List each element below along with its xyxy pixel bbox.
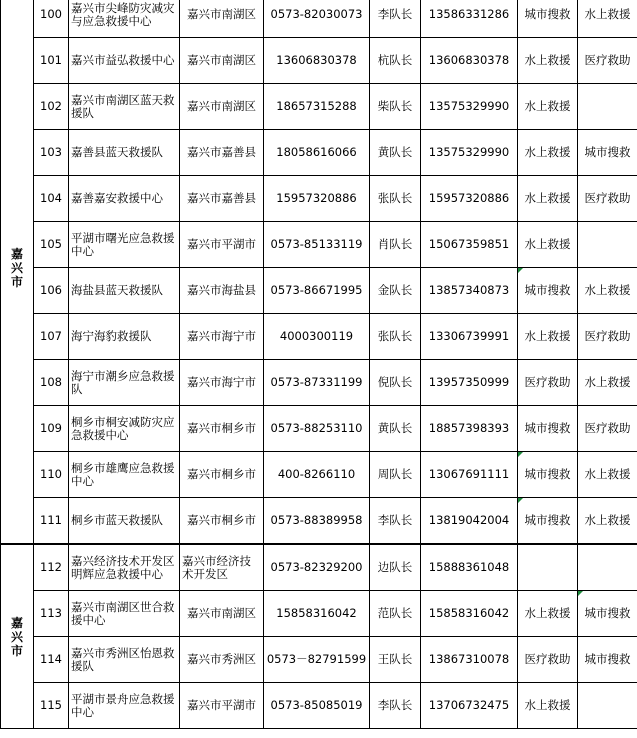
team-phone: 4000300119 [264,314,370,360]
city-group-cell: 嘉兴市 [1,0,34,544]
specialty-1: 城市搜救 [518,406,578,452]
specialty-2 [578,222,637,268]
team-district: 嘉兴市经济技术开发区 [180,544,264,591]
team-leader: 李队长 [370,0,421,38]
table-row [1,38,637,84]
team-district: 嘉兴市南湖区 [180,0,264,38]
specialty-2: 医疗救助 [578,176,637,222]
row-number: 102 [34,84,69,130]
specialty-2: 城市搜救 [578,130,637,176]
specialty-1: 城市搜救 [518,268,578,314]
row-number: 101 [34,38,69,84]
team-name: 嘉兴市南湖区蓝天救援队 [69,84,180,130]
specialty-2: 水上救援 [578,498,637,545]
specialty-2: 水上救援 [578,268,637,314]
table-row [1,637,637,683]
leader-mobile: 13857340873 [421,268,518,314]
team-district: 嘉兴市嘉善县 [180,130,264,176]
leader-mobile: 13067691111 [421,452,518,498]
table-row [1,176,637,222]
specialty-1: 城市搜救 [518,0,578,38]
team-phone: 0573-82329200 [264,544,370,591]
team-district: 嘉兴市桐乡市 [180,406,264,452]
row-number: 100 [34,0,69,38]
team-leader: 范队长 [370,591,421,637]
specialty-1: 水上救援 [518,314,578,360]
team-leader: 王队长 [370,637,421,683]
team-district: 嘉兴市平湖市 [180,222,264,268]
team-phone: 0573-85085019 [264,683,370,729]
team-phone: 18657315288 [264,84,370,130]
specialty-2: 医疗救助 [578,314,637,360]
table-row [1,222,637,268]
specialty-2: 水上救援 [578,360,637,406]
row-number: 115 [34,683,69,729]
specialty-1: 水上救援 [518,84,578,130]
team-leader: 倪队长 [370,360,421,406]
team-district: 嘉兴市海盐县 [180,268,264,314]
specialty-2: 医疗救助 [578,406,637,452]
specialty-1: 医疗救助 [518,360,578,406]
specialty-1: 水上救援 [518,130,578,176]
table-row [1,544,637,591]
specialty-1: 水上救援 [518,591,578,637]
team-district: 嘉兴市南湖区 [180,591,264,637]
team-leader: 李队长 [370,498,421,545]
table-row [1,360,637,406]
team-phone: 13606830378 [264,38,370,84]
leader-mobile: 13957350999 [421,360,518,406]
row-number: 105 [34,222,69,268]
specialty-1: 医疗救助 [518,637,578,683]
table-row [1,314,637,360]
team-name: 嘉兴经济技术开发区明辉应急救援中心 [69,544,180,591]
team-name: 海盐县蓝天救援队 [69,268,180,314]
team-leader: 张队长 [370,314,421,360]
table-row [1,84,637,130]
team-name: 嘉兴市秀洲区怡恩救援队 [69,637,180,683]
row-number: 108 [34,360,69,406]
specialty-1: 城市搜救 [518,498,578,545]
team-name: 桐乡市蓝天救援队 [69,498,180,545]
specialty-2: 城市搜救 [578,591,637,637]
team-name: 平湖市曙光应急救援中心 [69,222,180,268]
leader-mobile: 15858316042 [421,591,518,637]
team-district: 嘉兴市南湖区 [180,38,264,84]
team-phone: 0573-87331199 [264,360,370,406]
team-name: 桐乡市雄鹰应急救援中心 [69,452,180,498]
team-leader: 金队长 [370,268,421,314]
leader-mobile: 15067359851 [421,222,518,268]
team-name: 嘉兴市益弘救援中心 [69,38,180,84]
team-phone: 18058616066 [264,130,370,176]
team-phone: 0573-85133119 [264,222,370,268]
row-number: 110 [34,452,69,498]
team-phone: 0573-88389958 [264,498,370,545]
team-district: 嘉兴市秀洲区 [180,637,264,683]
city-group-cell: 嘉兴市 [1,544,34,729]
team-district: 嘉兴市平湖市 [180,683,264,729]
leader-mobile: 13575329990 [421,84,518,130]
team-phone: 0573-88253110 [264,406,370,452]
row-number: 107 [34,314,69,360]
team-name: 海宁海豹救援队 [69,314,180,360]
table-row [1,683,637,729]
team-district: 嘉兴市海宁市 [180,314,264,360]
team-name: 嘉善嘉安救援中心 [69,176,180,222]
team-leader: 黄队长 [370,406,421,452]
team-name: 嘉兴市尖峰防灾减灾与应急救援中心 [69,0,180,38]
row-number: 111 [34,498,69,545]
leader-mobile: 13819042004 [421,498,518,545]
table-row [1,591,637,637]
team-phone: 0573-82030073 [264,0,370,38]
table-row [1,268,637,314]
row-number: 112 [34,544,69,591]
row-number: 104 [34,176,69,222]
team-phone: 0573-86671995 [264,268,370,314]
leader-mobile: 13586331286 [421,0,518,38]
table-row [1,498,637,545]
leader-mobile: 13306739991 [421,314,518,360]
specialty-1: 水上救援 [518,683,578,729]
specialty-1: 城市搜救 [518,452,578,498]
team-leader: 柴队长 [370,84,421,130]
specialty-2 [578,84,637,130]
team-name: 海宁市潮乡应急救援队 [69,360,180,406]
specialty-1: 水上救援 [518,38,578,84]
team-district: 嘉兴市南湖区 [180,84,264,130]
specialty-2 [578,544,637,591]
team-name: 桐乡市桐安减防灾应急救援中心 [69,406,180,452]
team-leader: 杭队长 [370,38,421,84]
leader-mobile: 13867310078 [421,637,518,683]
team-district: 嘉兴市嘉善县 [180,176,264,222]
specialty-1: 水上救援 [518,222,578,268]
table-row [1,0,637,38]
leader-mobile: 13706732475 [421,683,518,729]
specialty-2 [578,683,637,729]
team-leader: 边队长 [370,544,421,591]
table-row [1,130,637,176]
team-leader: 李队长 [370,683,421,729]
team-leader: 肖队长 [370,222,421,268]
leader-mobile: 13606830378 [421,38,518,84]
team-district: 嘉兴市海宁市 [180,360,264,406]
team-name: 平湖市景舟应急救援中心 [69,683,180,729]
team-phone: 400-8266110 [264,452,370,498]
team-district: 嘉兴市桐乡市 [180,452,264,498]
specialty-2: 水上救援 [578,452,637,498]
table-row [1,452,637,498]
specialty-2: 医疗救助 [578,38,637,84]
team-leader: 黄队长 [370,130,421,176]
specialty-1 [518,544,578,591]
row-number: 103 [34,130,69,176]
team-leader: 周队长 [370,452,421,498]
team-phone: 15957320886 [264,176,370,222]
row-number: 113 [34,591,69,637]
specialty-2: 水上救援 [578,0,637,38]
leader-mobile: 15888361048 [421,544,518,591]
team-phone: 15858316042 [264,591,370,637]
row-number: 106 [34,268,69,314]
leader-mobile: 15957320886 [421,176,518,222]
specialty-2: 城市搜救 [578,637,637,683]
team-district: 嘉兴市桐乡市 [180,498,264,545]
team-phone: 0573－82791599 [264,637,370,683]
team-name: 嘉兴市南湖区世合救援中心 [69,591,180,637]
row-number: 109 [34,406,69,452]
leader-mobile: 13575329990 [421,130,518,176]
table-row [1,406,637,452]
leader-mobile: 18857398393 [421,406,518,452]
row-number: 114 [34,637,69,683]
specialty-1: 水上救援 [518,176,578,222]
team-leader: 张队长 [370,176,421,222]
team-name: 嘉善县蓝天救援队 [69,130,180,176]
